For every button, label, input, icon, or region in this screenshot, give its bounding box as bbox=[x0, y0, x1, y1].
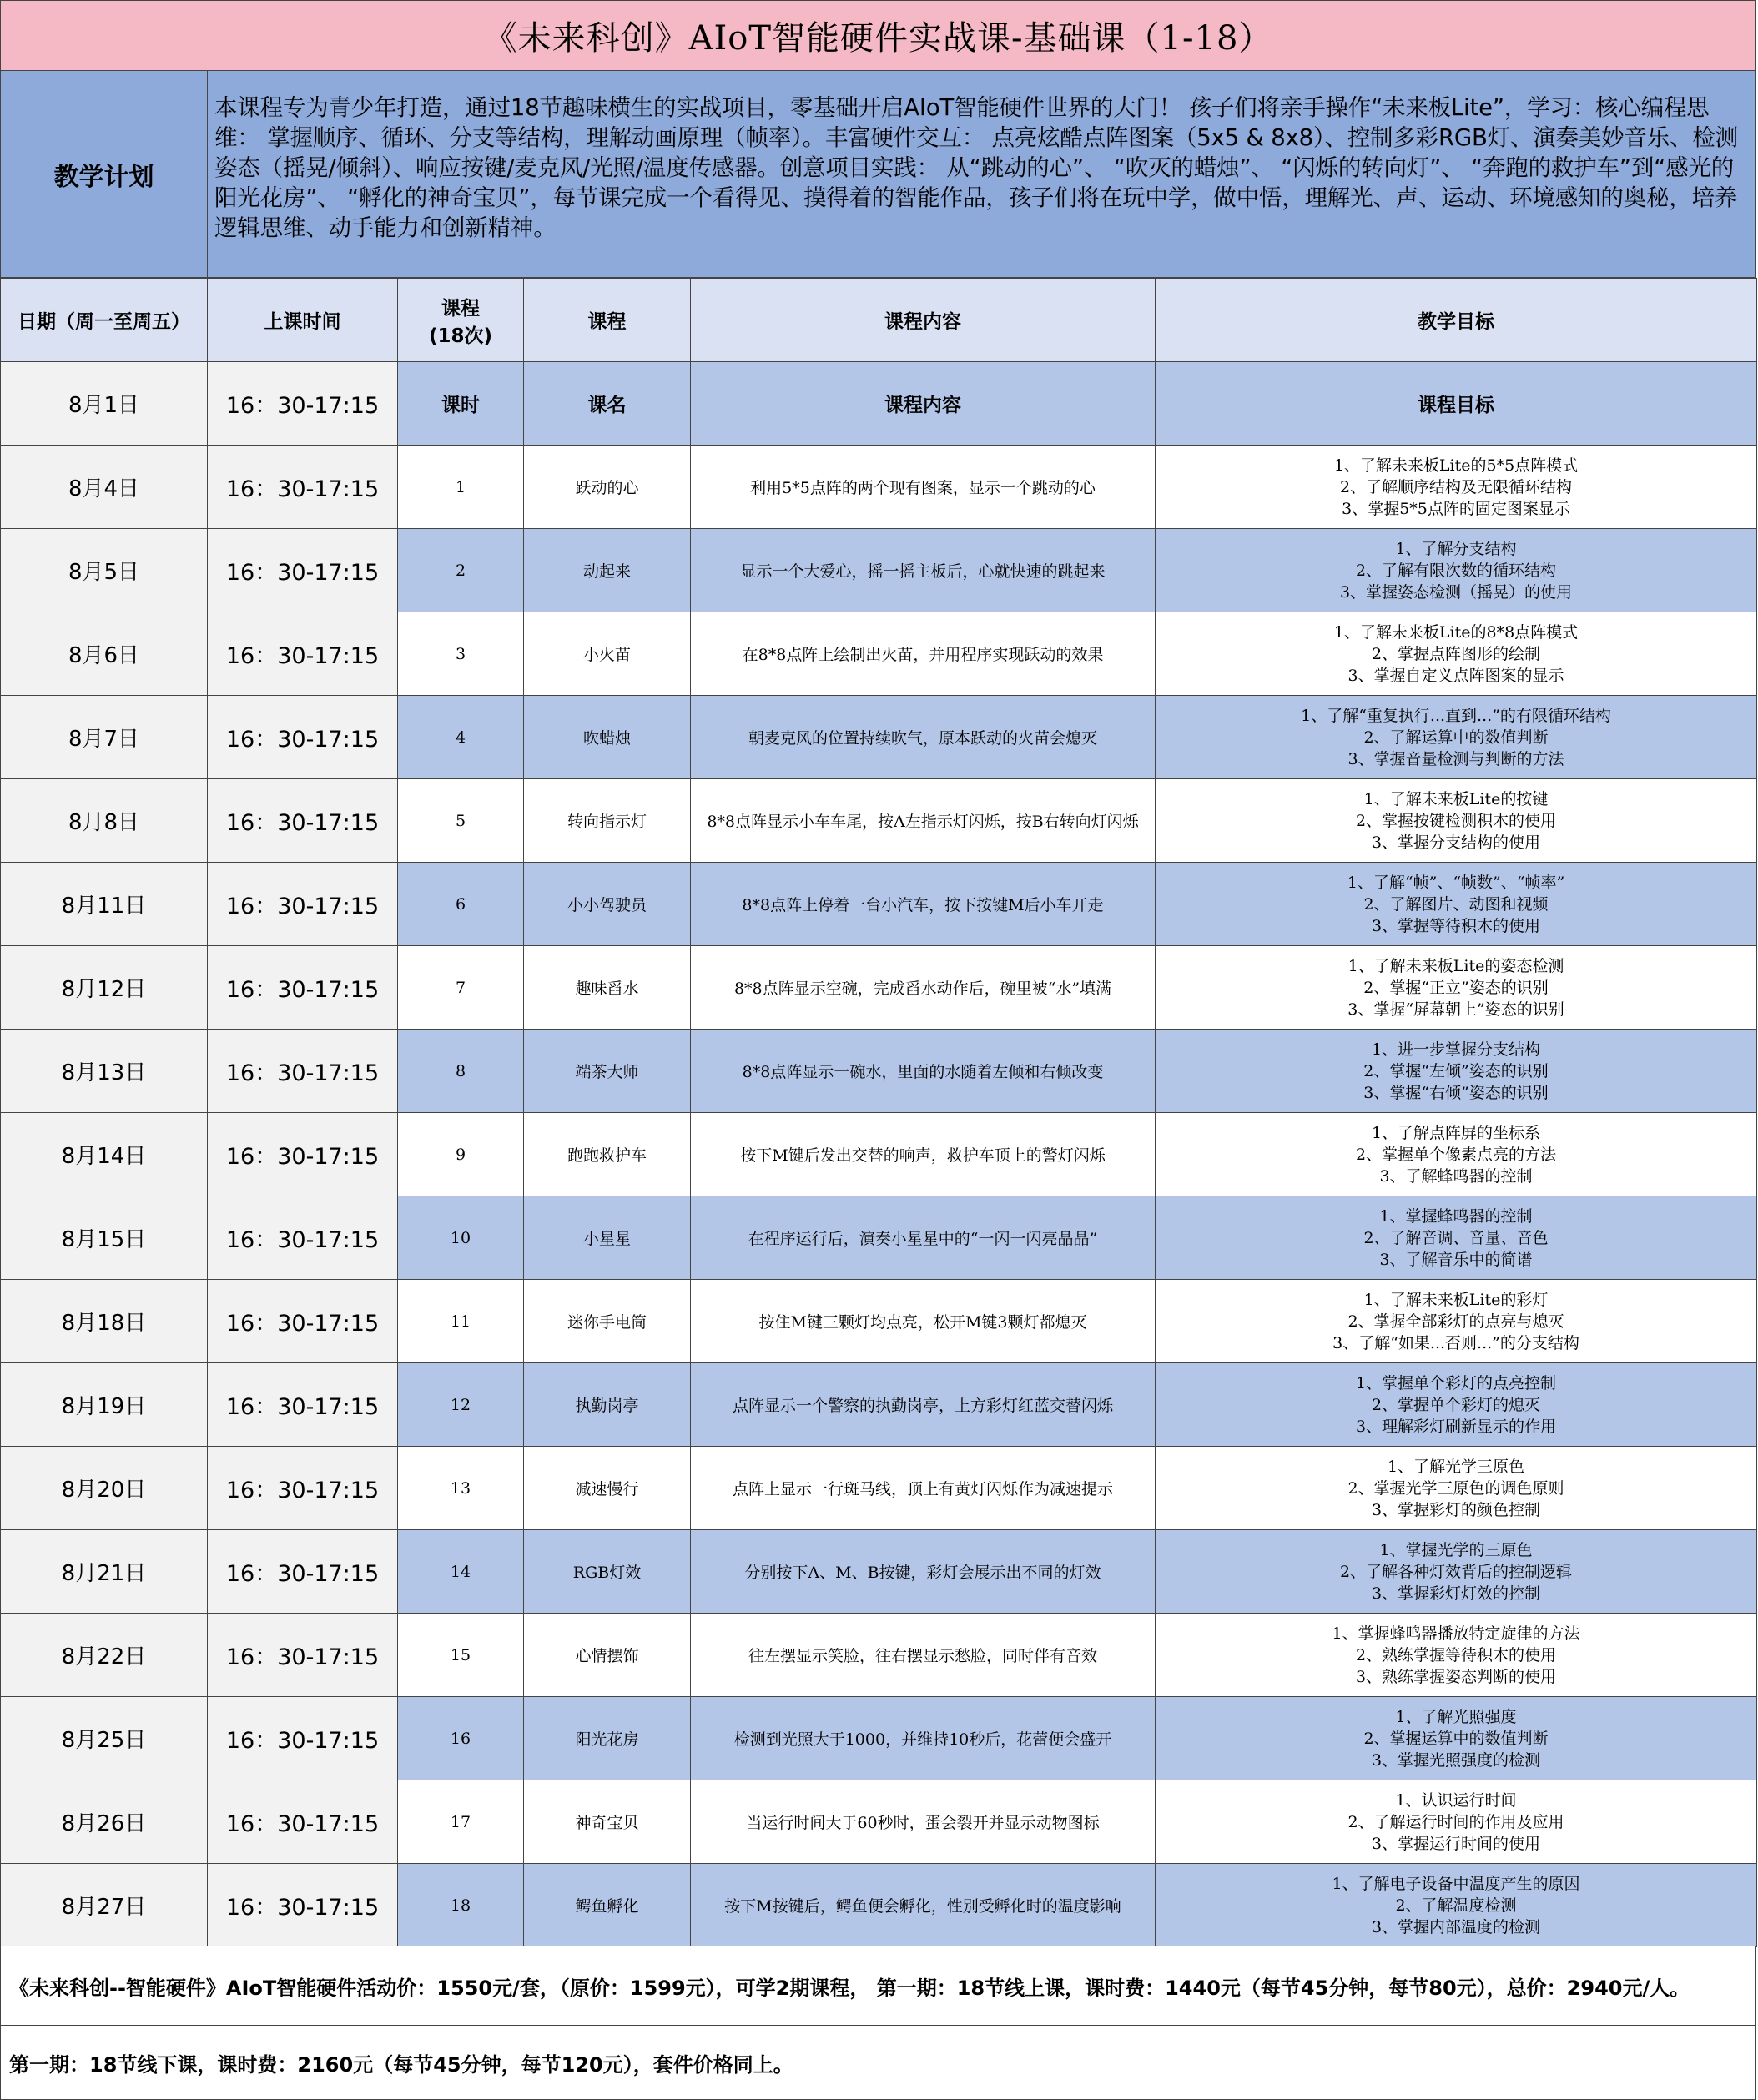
lesson-goal-item: 1、了解未来板Lite的5*5点阵模式 bbox=[1333, 456, 1579, 475]
lesson-goal-item: 1、了解未来板Lite的按键 bbox=[1363, 789, 1549, 808]
page-title: 《未来科创》AIoT智能硬件实战课-基础课（1-18） bbox=[0, 0, 1756, 71]
lesson-number: 18 bbox=[398, 1864, 524, 1947]
lesson-goal-item: 1、了解光学三原色 bbox=[1387, 1457, 1525, 1476]
lesson-goal-item: 1、了解分支结构 bbox=[1395, 539, 1517, 558]
header-count bbox=[398, 279, 524, 362]
lesson-date: 8月8日 bbox=[1, 779, 208, 863]
subheader-name: 课名 bbox=[524, 362, 691, 446]
lesson-goal-item: 1、了解电子设备中温度产生的原因 bbox=[1332, 1874, 1580, 1893]
lesson-time: 16：30-17:15 bbox=[208, 446, 398, 529]
table-row bbox=[1, 1864, 1757, 1947]
lesson-content: 往左摆显示笑脸，往右摆显示愁脸，同时伴有音效 bbox=[691, 1614, 1156, 1697]
teaching-plan-description: 本课程专为青少年打造，通过18节趣味横生的实战项目，零基础开启AIoT智能硬件世界的大门！ 孩子们将亲手操作“未来板Lite”，学习：核心编程思维： 掌握顺序、循环、分支等结构，理解动画原理（帧率）。丰富硬件交互： 点亮炫酷点阵图案（5x5 & 8x8）、控制多彩RGB灯、演奏美妙音乐、检测姿态（摇晃/倾斜）、响应按键/麦克风/光照/温度传感器。创意项目实践： 从“跳动的心”、 “吹灭的蜡烛”、 “闪烁的转向灯”、 “奔跑的救护车”到“感光的阳光花房”、 “孵化的神奇宝贝”，每节课完成一个看得见、摸得着的智能作品，孩子们将在玩中学，做中悟，理解光、声、运动、环境感知的奥秘，培养逻辑思维、动手能力和创新精神。 bbox=[208, 71, 1755, 278]
lesson-number: 1 bbox=[398, 446, 524, 529]
lesson-name: 吹蜡烛 bbox=[524, 696, 691, 779]
header-count-line2: (18次) bbox=[428, 325, 493, 347]
table-row bbox=[1, 1113, 1757, 1196]
lesson-number: 14 bbox=[398, 1530, 524, 1614]
lesson-goals bbox=[1156, 779, 1757, 863]
lesson-time: 16：30-17:15 bbox=[208, 696, 398, 779]
lesson-time: 16：30-17:15 bbox=[208, 1614, 398, 1697]
lesson-number: 2 bbox=[398, 529, 524, 612]
lesson-date: 8月6日 bbox=[1, 612, 208, 696]
table-row bbox=[1, 1614, 1757, 1697]
lesson-number: 15 bbox=[398, 1614, 524, 1697]
lesson-goal-item: 3、掌握姿态检测（摇晃）的使用 bbox=[1339, 582, 1573, 602]
lesson-goals bbox=[1156, 529, 1757, 612]
lesson-name: 小火苗 bbox=[524, 612, 691, 696]
lesson-number: 13 bbox=[398, 1447, 524, 1530]
lesson-goals bbox=[1156, 1530, 1757, 1614]
subheader-time: 16：30-17:15 bbox=[208, 362, 398, 446]
table-row bbox=[1, 863, 1757, 946]
lesson-content: 按下M按键后，鳄鱼便会孵化，性别受孵化时的温度影响 bbox=[691, 1864, 1156, 1947]
header-course: 课程 bbox=[524, 279, 691, 362]
lesson-goal-item: 1、进一步掌握分支结构 bbox=[1371, 1040, 1541, 1059]
lesson-name: 迷你手电筒 bbox=[524, 1280, 691, 1363]
lesson-time: 16：30-17:15 bbox=[208, 1030, 398, 1113]
lesson-number: 5 bbox=[398, 779, 524, 863]
lesson-content: 在8*8点阵上绘制出火苗，并用程序实现跃动的效果 bbox=[691, 612, 1156, 696]
lesson-goal-item: 3、掌握5*5点阵的固定图案显示 bbox=[1342, 499, 1570, 518]
teaching-plan-label: 教学计划 bbox=[1, 71, 208, 278]
lesson-time: 16：30-17:15 bbox=[208, 946, 398, 1030]
header-count-line1: 课程 bbox=[441, 297, 480, 320]
subheader-date: 8月1日 bbox=[1, 362, 208, 446]
lesson-goal-item: 2、了解温度检测 bbox=[1395, 1896, 1517, 1915]
lesson-goal-item: 2、熟练掌握等待积木的使用 bbox=[1355, 1645, 1557, 1664]
lesson-content: 8*8点阵显示空碗，完成舀水动作后，碗里被“水”填满 bbox=[691, 946, 1156, 1030]
lesson-goal-item: 2、了解运算中的数值判断 bbox=[1363, 728, 1549, 747]
lesson-goal-item: 3、掌握自定义点阵图案的显示 bbox=[1347, 666, 1564, 685]
lesson-name: 趣味舀水 bbox=[524, 946, 691, 1030]
lesson-name: 鳄鱼孵化 bbox=[524, 1864, 691, 1947]
lesson-goals bbox=[1156, 1864, 1757, 1947]
lesson-time: 16：30-17:15 bbox=[208, 1113, 398, 1196]
lesson-goal-item: 3、掌握运行时间的使用 bbox=[1371, 1834, 1541, 1853]
lesson-goal-item: 3、了解“如果...否则...”的分支结构 bbox=[1332, 1333, 1579, 1352]
lesson-time: 16：30-17:15 bbox=[208, 779, 398, 863]
lesson-content: 利用5*5点阵的两个现有图案，显示一个跳动的心 bbox=[691, 446, 1156, 529]
table-row bbox=[1, 779, 1757, 863]
teaching-plan bbox=[0, 71, 1756, 278]
lesson-goal-item: 1、了解点阵屏的坐标系 bbox=[1371, 1123, 1541, 1142]
lesson-date: 8月14日 bbox=[1, 1113, 208, 1196]
header-time: 上课时间 bbox=[208, 279, 398, 362]
table-row bbox=[1, 1196, 1757, 1280]
lesson-content: 显示一个大爱心，摇一摇主板后，心就快速的跳起来 bbox=[691, 529, 1156, 612]
lesson-goal-item: 3、掌握等待积木的使用 bbox=[1371, 916, 1541, 935]
subheader-num: 课时 bbox=[398, 362, 524, 446]
lesson-goals bbox=[1156, 1030, 1757, 1113]
lesson-goal-item: 1、掌握蜂鸣器播放特定旋律的方法 bbox=[1332, 1624, 1580, 1643]
pricing-note-online: 《未来科创--智能硬件》AIoT智能硬件活动价：1550元/套，（原价：1599元），可学2期课程， 第一期：18节线上课，课时费：1440元（每节45分钟，每节80元），总价：2940元/人。 bbox=[0, 1946, 1756, 2026]
lesson-goal-item: 2、了解各种灯效背后的控制逻辑 bbox=[1339, 1562, 1573, 1581]
lesson-time: 16：30-17:15 bbox=[208, 1530, 398, 1614]
lesson-goal-item: 2、掌握运算中的数值判断 bbox=[1363, 1729, 1549, 1748]
lesson-time: 16：30-17:15 bbox=[208, 1280, 398, 1363]
lesson-goals bbox=[1156, 696, 1757, 779]
lesson-goal-item: 3、掌握分支结构的使用 bbox=[1371, 833, 1541, 852]
lesson-date: 8月20日 bbox=[1, 1447, 208, 1530]
table-row bbox=[1, 1030, 1757, 1113]
lesson-time: 16：30-17:15 bbox=[208, 1363, 398, 1447]
lesson-date: 8月27日 bbox=[1, 1864, 208, 1947]
table-row bbox=[1, 1280, 1757, 1363]
table-row bbox=[1, 696, 1757, 779]
lesson-time: 16：30-17:15 bbox=[208, 1447, 398, 1530]
lesson-goal-item: 3、了解音乐中的简谱 bbox=[1379, 1250, 1533, 1269]
lesson-goals bbox=[1156, 1614, 1757, 1697]
lesson-number: 4 bbox=[398, 696, 524, 779]
table-row bbox=[1, 946, 1757, 1030]
lesson-date: 8月25日 bbox=[1, 1697, 208, 1780]
lesson-date: 8月18日 bbox=[1, 1280, 208, 1363]
lesson-time: 16：30-17:15 bbox=[208, 529, 398, 612]
lesson-date: 8月15日 bbox=[1, 1196, 208, 1280]
lesson-name: 阳光花房 bbox=[524, 1697, 691, 1780]
lesson-goals bbox=[1156, 1780, 1757, 1864]
lesson-date: 8月21日 bbox=[1, 1530, 208, 1614]
lesson-time: 16：30-17:15 bbox=[208, 612, 398, 696]
table-row bbox=[1, 529, 1757, 612]
lesson-date: 8月22日 bbox=[1, 1614, 208, 1697]
lesson-name: RGB灯效 bbox=[524, 1530, 691, 1614]
lesson-goal-item: 2、了解图片、动图和视频 bbox=[1363, 894, 1549, 914]
schedule-table bbox=[0, 278, 1757, 1947]
lesson-content: 8*8点阵显示一碗水，里面的水随着左倾和右倾改变 bbox=[691, 1030, 1156, 1113]
lesson-name: 执勤岗亭 bbox=[524, 1363, 691, 1447]
lesson-goal-item: 3、熟练掌握姿态判断的使用 bbox=[1355, 1667, 1557, 1686]
lesson-content: 检测到光照大于1000，并维持10秒后，花蕾便会盛开 bbox=[691, 1697, 1156, 1780]
lesson-number: 17 bbox=[398, 1780, 524, 1864]
header-goal: 教学目标 bbox=[1156, 279, 1757, 362]
lesson-date: 8月5日 bbox=[1, 529, 208, 612]
lesson-goal-item: 2、了解顺序结构及无限循环结构 bbox=[1339, 477, 1573, 496]
lesson-number: 3 bbox=[398, 612, 524, 696]
table-row bbox=[1, 612, 1757, 696]
lesson-goals bbox=[1156, 1196, 1757, 1280]
lesson-goal-item: 3、掌握彩灯灯效的控制 bbox=[1371, 1584, 1541, 1603]
lesson-content: 在程序运行后，演奏小星星中的“一闪一闪亮晶晶” bbox=[691, 1196, 1156, 1280]
lesson-name: 减速慢行 bbox=[524, 1447, 691, 1530]
lesson-goal-item: 1、了解未来板Lite的姿态检测 bbox=[1347, 956, 1564, 975]
lesson-number: 11 bbox=[398, 1280, 524, 1363]
lesson-time: 16：30-17:15 bbox=[208, 1864, 398, 1947]
lesson-goal-item: 3、掌握“右倾”姿态的识别 bbox=[1363, 1083, 1549, 1102]
lesson-content: 点阵上显示一行斑马线，顶上有黄灯闪烁作为减速提示 bbox=[691, 1447, 1156, 1530]
lesson-name: 神奇宝贝 bbox=[524, 1780, 691, 1864]
lesson-number: 7 bbox=[398, 946, 524, 1030]
lesson-time: 16：30-17:15 bbox=[208, 1780, 398, 1864]
lesson-goal-item: 2、了解运行时间的作用及应用 bbox=[1347, 1812, 1564, 1831]
lesson-date: 8月7日 bbox=[1, 696, 208, 779]
lesson-time: 16：30-17:15 bbox=[208, 1697, 398, 1780]
lesson-goal-item: 1、掌握光学的三原色 bbox=[1379, 1540, 1533, 1559]
header-date: 日期（周一至周五） bbox=[1, 279, 208, 362]
lesson-content: 分别按下A、M、B按键，彩灯会展示出不同的灯效 bbox=[691, 1530, 1156, 1614]
table-row bbox=[1, 1447, 1757, 1530]
lesson-goal-item: 2、掌握单个像素点亮的方法 bbox=[1355, 1145, 1557, 1164]
lesson-content: 8*8点阵显示小车车尾，按A左指示灯闪烁，按B右转向灯闪烁 bbox=[691, 779, 1156, 863]
table-row bbox=[1, 1697, 1757, 1780]
lesson-goals bbox=[1156, 612, 1757, 696]
lesson-goal-item: 3、掌握音量检测与判断的方法 bbox=[1347, 749, 1564, 768]
lesson-content: 朝麦克风的位置持续吹气，原本跃动的火苗会熄灭 bbox=[691, 696, 1156, 779]
table-row bbox=[1, 446, 1757, 529]
lesson-name: 动起来 bbox=[524, 529, 691, 612]
lesson-content: 点阵显示一个警察的执勤岗亭，上方彩灯红蓝交替闪烁 bbox=[691, 1363, 1156, 1447]
subheader-content: 课程内容 bbox=[691, 362, 1156, 446]
lesson-goal-item: 1、了解“帧”、“帧数”、“帧率” bbox=[1347, 873, 1565, 892]
lesson-name: 小小驾驶员 bbox=[524, 863, 691, 946]
lesson-goal-item: 3、掌握“屏幕朝上”姿态的识别 bbox=[1347, 1000, 1564, 1019]
table-header-row bbox=[1, 279, 1757, 362]
table-row bbox=[1, 1363, 1757, 1447]
lesson-goal-item: 2、掌握点阵图形的绘制 bbox=[1371, 644, 1541, 663]
lesson-goal-item: 2、掌握全部彩灯的点亮与熄灭 bbox=[1347, 1312, 1564, 1331]
table-row bbox=[1, 1530, 1757, 1614]
lesson-goals bbox=[1156, 1363, 1757, 1447]
subheader-goal: 课程目标 bbox=[1156, 362, 1757, 446]
lesson-goal-item: 3、掌握光照强度的检测 bbox=[1371, 1750, 1541, 1770]
lesson-goals bbox=[1156, 1447, 1757, 1530]
lesson-date: 8月13日 bbox=[1, 1030, 208, 1113]
lesson-number: 12 bbox=[398, 1363, 524, 1447]
lesson-content: 按住M键三颗灯均点亮，松开M键3颗灯都熄灭 bbox=[691, 1280, 1156, 1363]
lesson-content: 按下M键后发出交替的响声，救护车顶上的警灯闪烁 bbox=[691, 1113, 1156, 1196]
lesson-date: 8月4日 bbox=[1, 446, 208, 529]
lesson-date: 8月12日 bbox=[1, 946, 208, 1030]
lesson-goal-item: 3、掌握内部温度的检测 bbox=[1371, 1917, 1541, 1936]
lesson-goal-item: 1、掌握单个彩灯的点亮控制 bbox=[1355, 1373, 1557, 1392]
lesson-goals bbox=[1156, 1280, 1757, 1363]
lesson-name: 转向指示灯 bbox=[524, 779, 691, 863]
lesson-goal-item: 3、掌握彩灯的颜色控制 bbox=[1371, 1500, 1541, 1519]
lesson-goals bbox=[1156, 946, 1757, 1030]
lesson-goal-item: 1、掌握蜂鸣器的控制 bbox=[1379, 1206, 1533, 1226]
lesson-goal-item: 3、理解彩灯刷新显示的作用 bbox=[1355, 1417, 1557, 1436]
header-content: 课程内容 bbox=[691, 279, 1156, 362]
lesson-goal-item: 2、掌握光学三原色的调色原则 bbox=[1347, 1478, 1564, 1498]
lesson-goals bbox=[1156, 863, 1757, 946]
lesson-number: 10 bbox=[398, 1196, 524, 1280]
lesson-number: 8 bbox=[398, 1030, 524, 1113]
lesson-content: 当运行时间大于60秒时，蛋会裂开并显示动物图标 bbox=[691, 1780, 1156, 1864]
lesson-number: 16 bbox=[398, 1697, 524, 1780]
table-subheader-row bbox=[1, 362, 1757, 446]
lesson-time: 16：30-17:15 bbox=[208, 1196, 398, 1280]
lesson-name: 心情摆饰 bbox=[524, 1614, 691, 1697]
lesson-goal-item: 2、了解有限次数的循环结构 bbox=[1355, 561, 1557, 580]
lesson-time: 16：30-17:15 bbox=[208, 863, 398, 946]
lesson-goals bbox=[1156, 1697, 1757, 1780]
lesson-goal-item: 2、掌握“左倾”姿态的识别 bbox=[1363, 1061, 1549, 1080]
lesson-goal-item: 1、了解光照强度 bbox=[1395, 1707, 1517, 1726]
lesson-goal-item: 1、了解“重复执行...直到...”的有限循环结构 bbox=[1301, 706, 1611, 725]
lesson-goals bbox=[1156, 446, 1757, 529]
lesson-goals bbox=[1156, 1113, 1757, 1196]
lesson-goal-item: 1、了解未来板Lite的彩灯 bbox=[1363, 1290, 1549, 1309]
lesson-goal-item: 2、掌握按键检测积木的使用 bbox=[1355, 811, 1557, 830]
lesson-goal-item: 1、认识运行时间 bbox=[1395, 1790, 1517, 1810]
lesson-date: 8月11日 bbox=[1, 863, 208, 946]
lesson-number: 9 bbox=[398, 1113, 524, 1196]
lesson-name: 跑跑救护车 bbox=[524, 1113, 691, 1196]
lesson-goal-item: 2、了解音调、音量、音色 bbox=[1363, 1228, 1549, 1247]
lesson-number: 6 bbox=[398, 863, 524, 946]
lesson-name: 跃动的心 bbox=[524, 446, 691, 529]
lesson-goal-item: 3、了解蜂鸣器的控制 bbox=[1379, 1166, 1533, 1186]
lesson-goal-item: 1、了解未来板Lite的8*8点阵模式 bbox=[1333, 622, 1579, 642]
lesson-goal-item: 2、掌握单个彩灯的熄灭 bbox=[1371, 1395, 1541, 1414]
lesson-content: 8*8点阵上停着一台小汽车，按下按键M后小车开走 bbox=[691, 863, 1156, 946]
lesson-goal-item: 2、掌握“正立”姿态的识别 bbox=[1363, 978, 1549, 997]
lesson-date: 8月26日 bbox=[1, 1780, 208, 1864]
lesson-name: 小星星 bbox=[524, 1196, 691, 1280]
pricing-note-offline: 第一期：18节线下课，课时费：2160元（每节45分钟，每节120元），套件价格同上。 bbox=[0, 2026, 1756, 2100]
table-row bbox=[1, 1780, 1757, 1864]
lesson-date: 8月19日 bbox=[1, 1363, 208, 1447]
lesson-name: 端茶大师 bbox=[524, 1030, 691, 1113]
